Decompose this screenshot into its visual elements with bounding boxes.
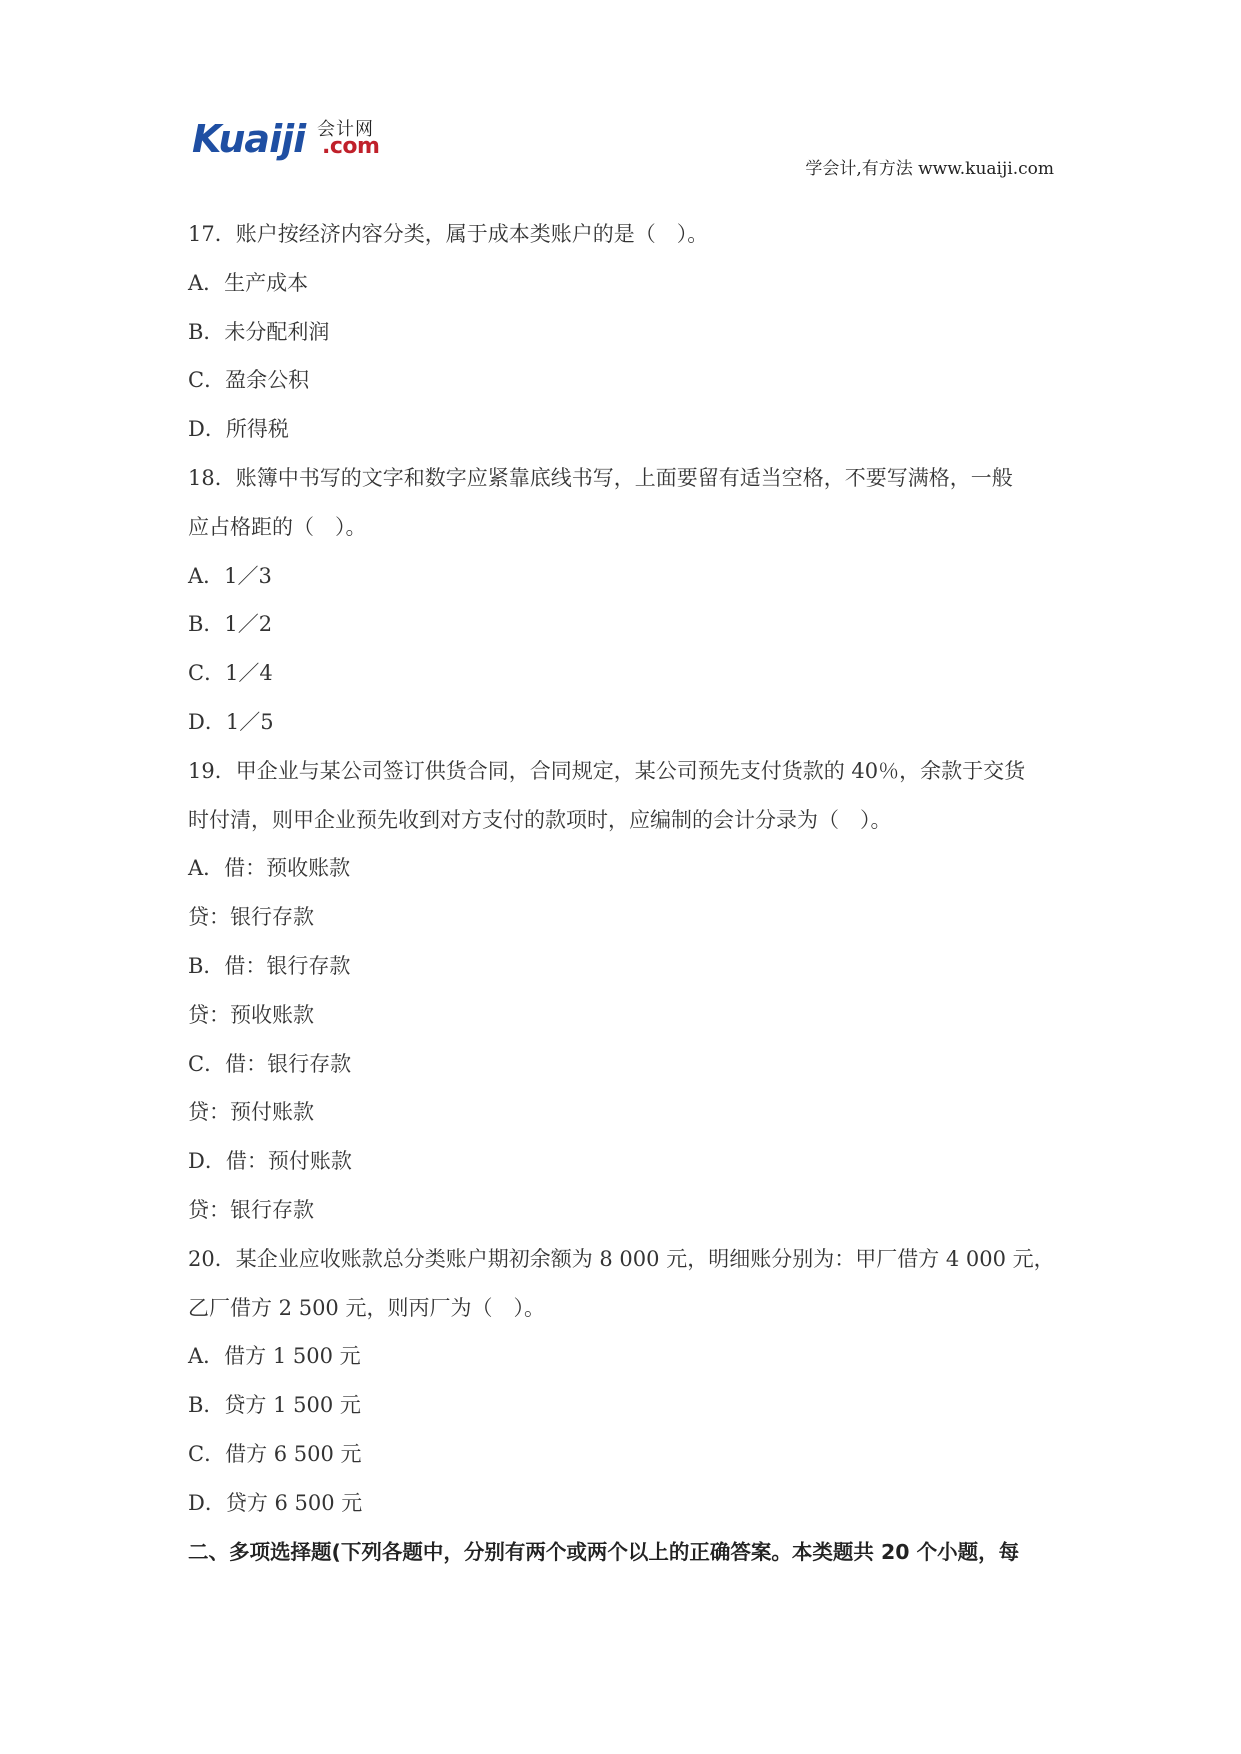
question-19-option-d: D．借：预付账款: [188, 1149, 352, 1174]
question-20-option-a: A．借方 1 500 元: [188, 1344, 361, 1369]
question-20-option-d: D．贷方 6 500 元: [188, 1490, 363, 1515]
header-tagline: 学会计,有方法 www.kuaiji.com: [805, 159, 1054, 179]
question-19-option-c-credit: 贷：预付账款: [188, 1100, 314, 1125]
question-17-stem: 17．账户按经济内容分类，属于成本类账户的是（ ）。: [188, 222, 709, 246]
question-17-option-b: B．未分配利润: [188, 319, 330, 344]
question-20-stem: 20．某企业应收账款总分类账户期初余额为 8 000 元，明细账分别为：甲厂借方 4 000 元，: [188, 1246, 1055, 1271]
question-20-option-b: B．贷方 1 500 元: [188, 1393, 361, 1418]
question-19-stem-cont: 时付清，则甲企业预先收到对方支付的款项时，应编制的会计分录为（ ）。: [188, 807, 892, 832]
question-20-stem-cont: 乙厂借方 2 500 元，则丙厂为（ ）。: [188, 1295, 545, 1320]
section-heading-multiple-choice: 二、多项选择题(下列各题中，分别有两个或两个以上的正确答案。本类题共 20 个小题，每: [188, 1539, 1020, 1564]
question-17-option-a: A．生产成本: [188, 270, 309, 295]
question-19-option-b: B．借：银行存款: [188, 953, 351, 978]
document-body: [188, 210, 1058, 1576]
question-19-stem: 19．甲企业与某公司签订供货合同，合同规定，某公司预先支付货款的 40％，余款于交货: [188, 758, 1026, 783]
question-18-option-b: B．1／2: [188, 612, 273, 637]
question-19-option-c: C．借：银行存款: [188, 1051, 352, 1076]
question-19-option-a: A．借：预收账款: [188, 856, 351, 881]
question-20-option-c: C．借方 6 500 元: [188, 1441, 362, 1466]
logo-chinese-text: 会计网: [317, 119, 374, 140]
question-18-option-d: D．1／5: [188, 709, 274, 734]
question-18-stem: 18．账簿中书写的文字和数字应紧靠底线书写，上面要留有适当空格，不要写满格，一般: [188, 465, 1013, 490]
logo-text: Kuaiji: [192, 117, 306, 161]
question-18-option-c: C．1／4: [188, 661, 273, 686]
question-18-stem-cont: 应占格距的（ ）。: [188, 514, 367, 539]
question-19-option-d-credit: 贷：银行存款: [188, 1197, 314, 1222]
question-17-option-d: D．所得税: [188, 417, 289, 442]
question-18-option-a: A．1／3: [188, 563, 272, 588]
logo-domain-text: .com: [322, 134, 380, 159]
question-17-option-c: C．盈余公积: [188, 368, 310, 393]
question-19-option-a-credit: 贷：银行存款: [188, 905, 314, 930]
question-19-option-b-credit: 贷：预收账款: [188, 1002, 314, 1027]
